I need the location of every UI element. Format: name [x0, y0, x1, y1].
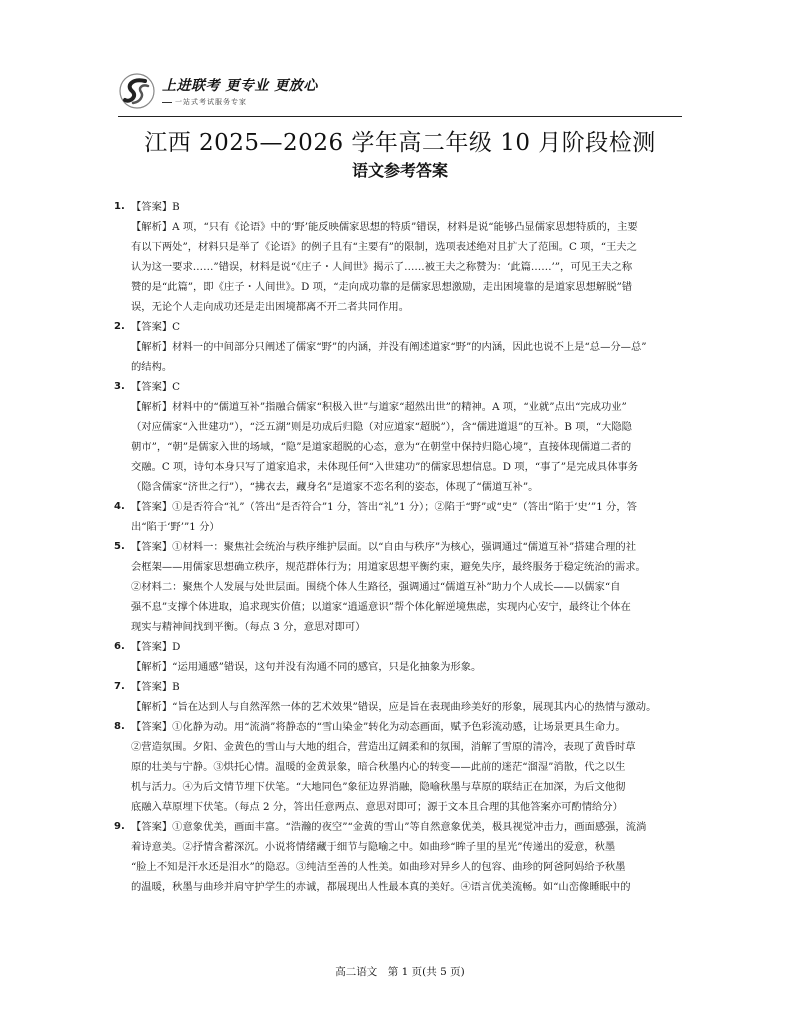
answer-line: 赞的是“此篇”，即《庄子・人间世》。D 项，“走向成功靠的是儒家思想激励，走出困境靠的是道家思想解脱”错 [131, 281, 633, 293]
page-subtitle: 语文参考答案 [351, 161, 448, 180]
answer-line: 着诗意美。②抒情含蓄深沉。小说将情绪藏于细节与隐喻之中。如曲珍“眸子里的星光”传递出的爱意，秋墨 [131, 841, 616, 853]
answer-line: 出“陷于‘野’”1 分） [131, 521, 220, 533]
answer-item [114, 317, 683, 377]
answer-line: 强不息”支撑个体进取，追求现实价值；以道家“逍遥意识”帮个体化解逆境焦虑，实现内心安宁，最终让个体在 [131, 601, 631, 613]
logo-swirl-icon [118, 72, 156, 110]
question-number: 4. [114, 501, 125, 512]
question-number: 9. [114, 821, 125, 832]
answer-line: （隐含儒家“济世之行”），“拂衣去，藏身名”是道家不恋名利的姿态，体现了“儒道互补”。 [131, 481, 539, 493]
answer-line: （对应儒家“入世建功”），“泛五湖”则是功成后归隐（对应道家“超脱”），含“儒进道退”的互补。B 项，“大隐隐 [131, 421, 632, 433]
brand-tagline [162, 97, 318, 107]
answer-item [114, 817, 683, 897]
answer-line: 【答案】C [131, 381, 181, 393]
answer-line: 交融。C 项，诗句本身只写了道家追求，未体现任何“入世建功”的儒家思想信息。D 项，“事了”是完成具体事务 [131, 461, 639, 473]
answer-line: 【答案】①是否符合“礼”（答出“是否符合”1 分，答出“礼”1 分）；②陷于“野”或“史”（答出“陷于‘史’”1 分，答 [131, 501, 637, 513]
answer-item [114, 377, 683, 497]
answer-line: 【答案】C [131, 321, 181, 333]
answer-item [114, 537, 683, 637]
answer-line: 【答案】B [131, 201, 180, 213]
answer-line: 【答案】①化静为动。用“流淌”将静态的“雪山染金”转化为动态画面，赋予色彩流动感，让场景更具生命力。 [131, 721, 626, 733]
answer-item [114, 677, 683, 717]
answer-line: 现实与精神间找到平衡。（每点 3 分，意思对即可） [131, 621, 366, 633]
question-number: 1. [114, 201, 125, 212]
answer-line: 机与活力。④为后文情节埋下伏笔。“大地同色”象征边界消融，隐喻秋墨与草原的联结正在加深，为后文他彻 [131, 781, 626, 793]
brand-slogan: 上进联考 更专业 更放心 [162, 78, 318, 94]
answer-item [114, 717, 683, 817]
answer-item [114, 637, 683, 677]
question-number: 3. [114, 381, 125, 392]
answer-line: 的结构。 [131, 361, 173, 373]
answer-line: 【解析】“旨在达到人与自然浑然一体的艺术效果”错误，应是旨在表现曲珍美好的形象，展现其内心的热情与激动。 [131, 701, 657, 713]
answer-line: 原的壮美与宁静。③烘托心情。温暖的金黄景象，暗合秋墨内心的转变——此前的迷茫“溜湿”消散，代之以生 [131, 761, 626, 773]
answer-line: 会框架——用儒家思想确立秩序，规范群体行为；用道家思想平衡约束，避免失序，最终服务于稳定统治的需求。 [131, 561, 646, 573]
answer-item [114, 497, 683, 537]
question-number: 6. [114, 641, 125, 652]
answer-line: 的温暖，秋墨与曲珍并肩守护学生的赤诚，都展现出人性最本真的美好。④语言优美流畅。如“山峦像睡眠中的 [131, 881, 631, 893]
page-title: 江西 2025—2026 学年高二年级 10 月阶段检测 [144, 130, 656, 156]
answer-line: 【解析】“运用通感”错误，这句并没有沟通不同的感官，只是化抽象为形象。 [131, 661, 482, 673]
answer-line: 底融入草原埋下伏笔。（每点 2 分，答出任意两点、意思对即可；源于文本且合理的其他答案亦可酌情给分） [131, 801, 623, 813]
answer-line: “脸上不知是汗水还是泪水”的隐忍。③纯洁至善的人性美。如曲珍对异乡人的包容、曲珍的阿爸阿妈给予秋墨 [131, 861, 626, 873]
question-number: 2. [114, 321, 125, 332]
header-divider [118, 116, 682, 117]
answer-line: 【解析】A 项，“只有《论语》中的‘野’能反映儒家思想的特质”错误，材料是说“能够凸显儒家思想特质的，主要 [131, 221, 638, 233]
answer-line: 【解析】材料中的“儒道互补”指融合儒家“积极入世”与道家“超然出世”的精神。A 项，“业就”点出“完成功业” [131, 401, 627, 413]
question-number: 5. [114, 541, 125, 552]
answer-line: ②材料二：聚焦个人发展与处世层面。围绕个体人生路径，强调通过“儒道互补”助力个人成长——以儒家“自 [131, 581, 621, 593]
answer-line: 【答案】B [131, 681, 180, 693]
question-number: 7. [114, 681, 125, 692]
answer-line: 【答案】①材料一：聚焦社会统治与秩序维护层面。以“自由与秩序”为核心，强调通过“儒道互补”搭建合理的社 [131, 541, 637, 553]
question-number: 8. [114, 721, 125, 732]
brand-tagline-text: 一站式考试服务专家 [175, 98, 247, 106]
answer-line: 误，无论个人走向成功还是走出困境都离不开二者共同作用。 [131, 301, 410, 313]
page-footer: 高二语文 第 1 页(共 5 页) [335, 966, 465, 978]
answer-line: 朝市”，“朝”是儒家入世的场域，“隐”是道家超脱的心态，意为“在朝堂中保持归隐心境”，直接体现儒道二者的 [131, 441, 632, 453]
answer-line: ②营造氛围。夕阳、金黄色的雪山与大地的组合，营造出辽阔柔和的氛围，消解了雪原的清冷，表现了黄昏时草 [131, 741, 636, 753]
answer-list [114, 197, 683, 897]
answer-line: 认为这一要求……”错误，材料是说“《庄子・人间世》揭示了……被王夫之称赞为：‘此篇……’”，可见王夫之称 [131, 261, 633, 273]
answer-line: 【解析】材料一的中间部分只阐述了儒家“野”的内涵，并没有阐述道家“野”的内涵，因此也说不上是“总—分—总” [131, 341, 647, 353]
answer-item [114, 197, 683, 317]
answer-line: 【答案】①意象优美，画面丰富。“浩瀚的夜空”“金黄的雪山”等自然意象优美，极具视觉冲击力，画面感强，流淌 [131, 821, 647, 833]
answer-line: 有以下两处”，材料只是举了《论语》的例子且有“主要有”的限制，选项表述绝对且扩大了范围。C 项，“王夫之 [131, 241, 637, 253]
answer-line: 【答案】D [131, 641, 181, 653]
brand-logo [118, 72, 318, 110]
